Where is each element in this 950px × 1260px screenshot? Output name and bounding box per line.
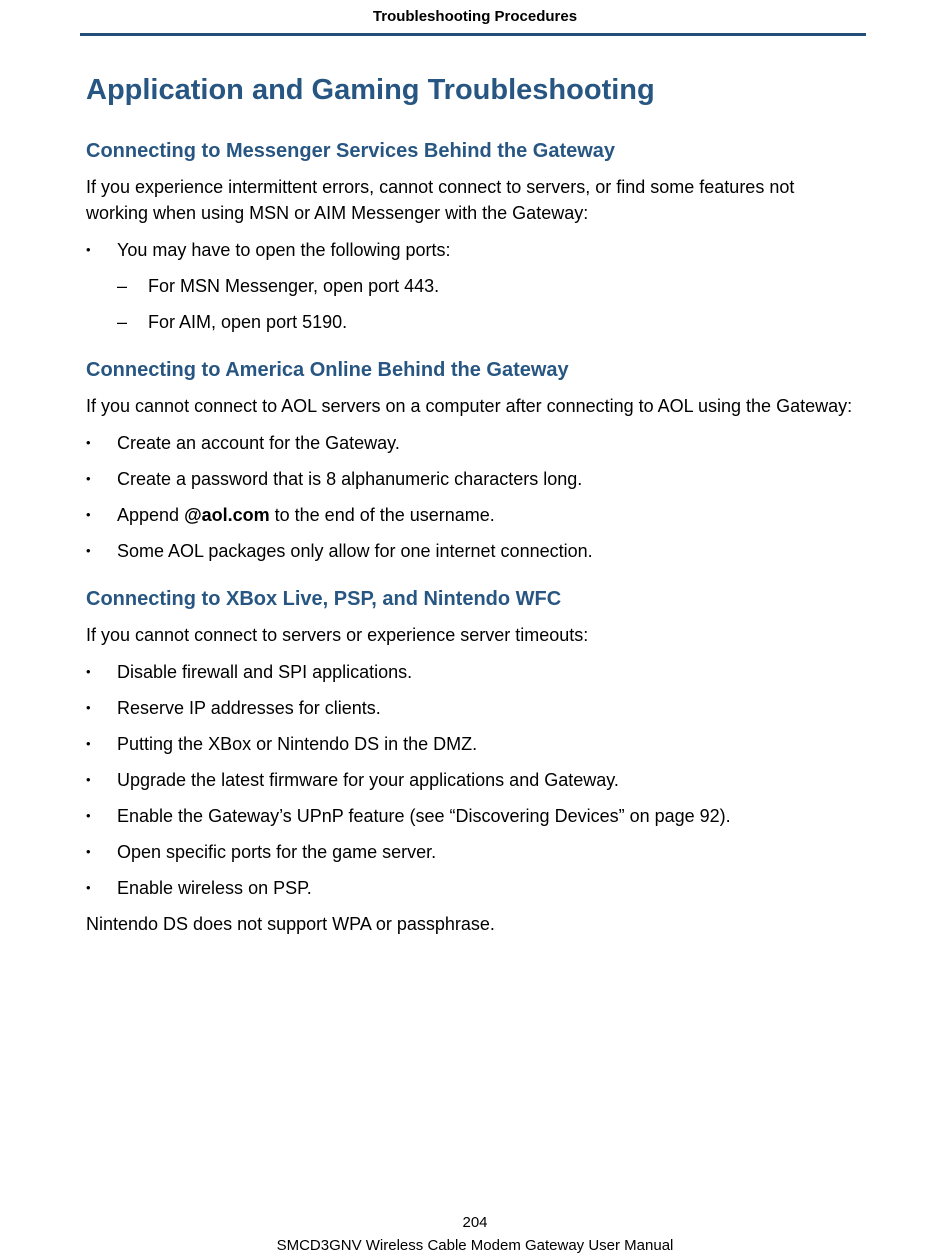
bullet-marker: • [86,507,91,522]
page-number: 204 [462,1214,488,1231]
bullet-marker: • [86,700,91,715]
section-aol [86,357,856,564]
section-heading: Connecting to Messenger Services Behind the Gateway [86,140,616,162]
bullet-marker: • [86,880,91,895]
section-gaming [86,586,856,937]
list-item [86,502,856,528]
section-intro: If you cannot connect to servers or experience server timeouts: [86,625,589,645]
list-item [86,875,856,901]
section-intro: If you experience intermittent errors, cannot connect to servers, or find some features not working when using MSN or AIM Messenger with the Gateway: [86,177,795,223]
sub-list-item [86,273,856,299]
list-item-text: Enable the Gateway’s UPnP feature (see “Discovering Devices” on page 92). [117,806,731,826]
bullet-marker: • [86,772,91,787]
section-intro: If you cannot connect to AOL servers on a computer after connecting to AOL using the Gateway: [86,396,853,416]
section-heading: Connecting to XBox Live, PSP, and Nintendo WFC [86,588,562,610]
list-item [86,731,856,757]
list-item-text: Some AOL packages only allow for one internet connection. [117,541,593,561]
bullet-marker: • [86,471,91,486]
list-item [86,767,856,793]
section-heading: Connecting to America Online Behind the Gateway [86,359,569,381]
closing-note: Nintendo DS does not support WPA or passphrase. [86,914,495,934]
list-item [86,695,856,721]
bullet-marker: • [86,664,91,679]
list-item-text: Create an account for the Gateway. [117,433,400,453]
dash-marker: – [117,312,128,332]
list-item-text: You may have to open the following ports: [117,240,451,260]
list-item-text: Reserve IP addresses for clients. [117,698,381,718]
manual-title: SMCD3GNV Wireless Cable Modem Gateway User Manual [276,1237,674,1254]
list-item [86,839,856,865]
bullet-marker: • [86,435,91,450]
page-content [86,72,856,959]
list-item-text: Disable firewall and SPI applications. [117,662,413,682]
dash-marker: – [117,276,128,296]
list-item-text: For AIM, open port 5190. [148,312,348,332]
list-item-text: Enable wireless on PSP. [117,878,312,898]
bullet-marker: • [86,808,91,823]
bullet-list [86,430,856,564]
bullet-marker: • [86,736,91,751]
bullet-marker: • [86,543,91,558]
list-item [86,803,856,829]
bullet-marker: • [86,844,91,859]
list-item-text: Upgrade the latest firmware for your applications and Gateway. [117,770,619,790]
list-item-text: Append [117,505,185,525]
list-item [86,659,856,685]
header-rule [80,33,866,36]
section-messenger [86,138,856,335]
list-item-text: For MSN Messenger, open port 443. [148,276,440,296]
list-item [86,237,856,263]
aol-domain-text: @aol.com [184,505,270,525]
list-item-text: Create a password that is 8 alphanumeric characters long. [117,469,583,489]
sub-list-item [86,309,856,335]
list-item-text: Open specific ports for the game server. [117,842,437,862]
list-item [86,466,856,492]
page-title: Application and Gaming Troubleshooting [86,74,655,106]
list-item-text: to the end of the username. [269,505,495,525]
bullet-marker: • [86,242,91,257]
list-item [86,430,856,456]
bullet-list [86,659,856,901]
list-item [86,538,856,564]
bullet-list [86,237,856,335]
running-header: Troubleshooting Procedures [372,8,578,25]
list-item-text: Putting the XBox or Nintendo DS in the DMZ. [117,734,478,754]
